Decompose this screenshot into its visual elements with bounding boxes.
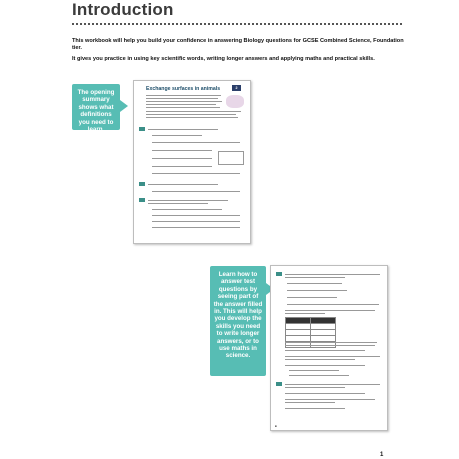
title-divider bbox=[72, 23, 402, 25]
thumbnail-page-marker: ■ bbox=[275, 424, 277, 428]
thumbnail-data-table bbox=[285, 317, 336, 348]
question-marker bbox=[139, 198, 145, 202]
question-marker bbox=[139, 182, 145, 186]
callout-test-questions: Learn how to answer test questions by seeing part of the answer filled in. This will help you develop the skills you need to write longer answers, or to use maths in science. bbox=[210, 266, 266, 376]
intro-paragraph-1: This workbook will help you build your confidence in answering Biology questions for GCSE Combined Science, Foundation tier. bbox=[72, 38, 404, 51]
workbook-page-thumbnail-2 bbox=[270, 265, 388, 431]
thumbnail-page-tag: 2 bbox=[232, 85, 241, 91]
thumbnail-page-heading: Exchange surfaces in animals bbox=[146, 86, 221, 92]
workbook-page-thumbnail-1 bbox=[133, 80, 251, 244]
question-marker bbox=[276, 272, 282, 276]
intro-paragraph-2: It gives you practice in using key scientific words, writing longer answers and applying maths and practical skills. bbox=[72, 56, 375, 62]
page-title: Introduction bbox=[72, 0, 174, 19]
question-marker bbox=[139, 127, 145, 131]
thumbnail-tip-box bbox=[218, 151, 244, 165]
question-marker bbox=[276, 382, 282, 386]
callout-arrow-1 bbox=[120, 100, 128, 112]
page-number: 1 bbox=[380, 452, 384, 458]
callout-opening-summary: The opening summary shows what definitions you need to learn. bbox=[72, 84, 120, 130]
thumbnail-diagram bbox=[226, 95, 244, 108]
